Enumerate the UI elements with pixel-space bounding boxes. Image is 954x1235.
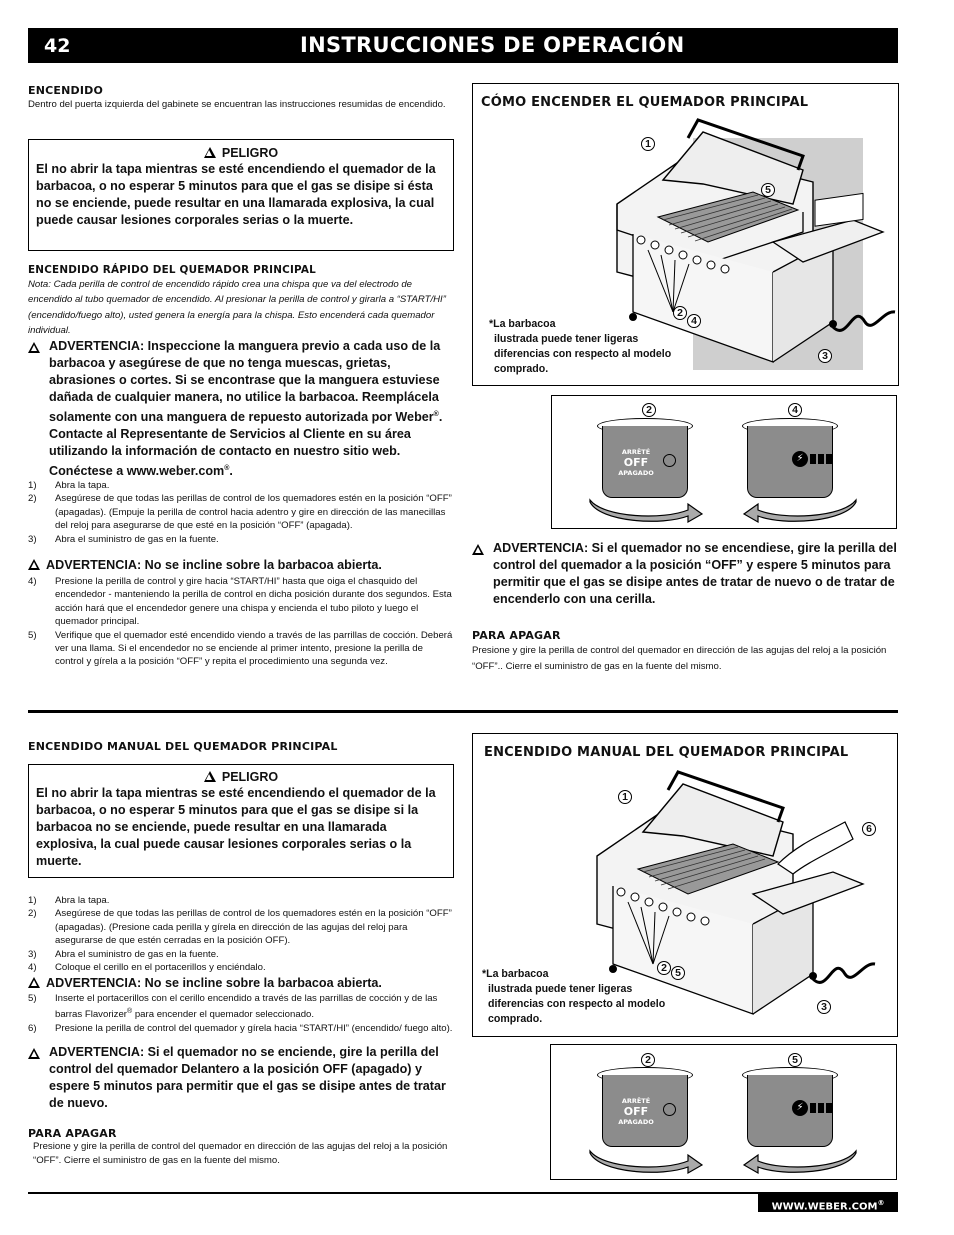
warning-no-ignite: ADVERTENCIA: Si el quemador no se encendiese, gire la perilla del control del quemador a la posición “OFF” y espere 5 minutos para permitir que el gas se disipe antes de tratar de nuevo o de tratar de encenderlo con una cerilla. [472, 540, 898, 608]
clockwise-arrow-icon [584, 488, 704, 524]
danger-text-1: El no abrir la tapa mientras se esté encendiendo el quemador de la barbacoa, o no esperar 5 minutos para que el gas se disipe si ésta no se enciende, puede resultar en una llamarada explosiva, la cual puede causar lesiones corporales serias o la muerte. [36, 162, 436, 227]
encendido-intro: Dentro del puerta izquierda del gabinete se encuentran las instrucciones resumidas de encendido. [28, 99, 446, 110]
callout-2: 2 [673, 303, 687, 321]
list-item: 6) Presione la perilla de control del quemador y gírela hacia “START/HI” (encendido/ fuego alto). [28, 1023, 453, 1034]
list-item: 4) Presione la perilla de control y gire hacia “START/HI” hasta que oiga el chasquido del encendedor - manteniendo la perilla de control en dicha posición durante dos segundos. Esta acción hará que el encendedor genere una chispa y encienda el tubo piloto y luego el quemador principal. [28, 576, 452, 628]
figure-1-caption: *La barbacoa ilustrada puede tener ligeras diferencias con respecto al modelo comprado. [489, 318, 672, 375]
callout-2b: 2 [657, 958, 671, 976]
list-item: 4) Coloque el cerillo en el portacerillos y enciéndalo. [28, 962, 266, 974]
warning-triangle-icon [204, 147, 216, 158]
figure-2-caption: *La barbacoa ilustrada puede tener ligeras diferencias con respecto al modelo comprado. [482, 968, 666, 1025]
danger-box-1 [28, 139, 454, 251]
callout-6: 6 [862, 819, 876, 837]
list-item: 1) Abra la tapa. [28, 480, 110, 491]
page-number: 42 [44, 35, 71, 57]
list-item: 5) Verifique que el quemador esté encendido viendo a través de las parrillas de cocción. Deberá ver una llama. Si el encendedor no se enciende al primer intento, presione la perilla de control y gírela a la posición “OFF” y repita el procedimiento una segunda vez. [28, 629, 453, 668]
figure-knobs-2 [550, 1044, 897, 1180]
figure-manual-lighting [472, 733, 898, 1037]
list-item: 5) Inserte el portacerillos con el cerillo encendido a través de las parrillas de cocción y de las barras Flavorizer® para encender el quemador seleccionado. [28, 993, 438, 1021]
rapido-heading: ENCENDIDO RÁPIDO DEL QUEMADOR PRINCIPAL [28, 264, 316, 276]
callout-1: 1 [641, 134, 655, 152]
apagar-text-1: Presione y gire la perilla de control del quemador en dirección de las agujas del reloj a la posición “OFF”.. Cierre el suministro de gas en la fuente del mismo. [472, 645, 887, 672]
knob-off-2: ARRÊTÉ OFF APAGADO [597, 1067, 693, 1153]
apagar-heading-2: PARA APAGAR [28, 1127, 117, 1140]
counterclockwise-arrow-icon [742, 1139, 862, 1175]
steps-list-b [28, 575, 454, 669]
callout-5b: 5 [671, 963, 685, 981]
knob-1-callout: 2 [642, 400, 656, 418]
knob-off: ARRÊTÉ OFF APAGADO [597, 418, 693, 504]
figure-lighting-main [472, 83, 899, 386]
steps-list-a [28, 479, 454, 546]
list-item: 2) Asegúrese de que todas las perillas de control de los quemadores estén en la posición “OFF” (apagadas). (Empuje la perilla de control hacia adentro y gire en dirección de las manecillas del reloj para asegurarse de que esté en la posición “OFF” (apagada). [28, 493, 452, 532]
knob-4-callout: 5 [788, 1050, 802, 1068]
manual-heading: ENCENDIDO MANUAL DEL QUEMADOR PRINCIPAL [28, 740, 338, 753]
knob-start: ⚡ [742, 418, 838, 504]
figure-1-title: CÓMO ENCENDER EL QUEMADOR PRINCIPAL [481, 95, 809, 110]
list-item: 2) Asegúrese de que todas las perillas de control de los quemadores estén en la posición “OFF” (apagadas). (Presione cada perilla y gírela en dirección de las agujas del reloj para asegurarse de que estén cerradas en la posición OFF). [28, 908, 452, 947]
knob-3-callout: 2 [641, 1050, 655, 1068]
section-divider [28, 710, 898, 713]
danger-text-2: El no abrir la tapa mientras se esté encendiendo el quemador de la barbacoa, o no esperar 5 minutos para que el gas se disipe si la barbacoa no se enciende, puede resultar en una llamarada explosiva, la cual puede causar lesiones corporales serias o la muerte. [36, 786, 436, 868]
rapido-note: Nota: Cada perilla de control de encendido rápido crea una chispa que va del electrodo de encendido al tubo quemador de encendido. Al presionar la perilla de control y girarla a “START/HI” (encendido/fuego alto), usted genera la energía para la chispa. Esto encenderá cada quemador individual. [28, 279, 446, 336]
danger-box-2 [28, 764, 454, 878]
knob-2-callout: 4 [788, 400, 802, 418]
page-header [28, 28, 898, 63]
warning-triangle-icon [472, 544, 484, 555]
figure-knobs-1 [551, 395, 897, 529]
danger-title-1: PELIGRO [36, 145, 446, 161]
page-title: INSTRUCCIONES DE OPERACIÓN [300, 33, 685, 57]
callout-5: 5 [761, 180, 775, 198]
warning-lean-2: ADVERTENCIA: No se incline sobre la barbacoa abierta. [28, 975, 452, 992]
warning-triangle-icon [28, 1048, 40, 1059]
warning-triangle-icon [28, 342, 40, 353]
warning-triangle-icon [28, 977, 40, 988]
clockwise-arrow-icon [584, 1139, 704, 1175]
callout-3: 3 [818, 346, 832, 364]
encendido-heading: ENCENDIDO [28, 84, 104, 97]
callout-1b: 1 [618, 787, 632, 805]
knob-start-2: ⚡ [742, 1067, 838, 1153]
warning-hose: ADVERTENCIA: Inspeccione la manguera previo a cada uso de la barbacoa y asegúrese de que no tenga muescas, grietas, abrasiones o cortes. Si se encontrase que la manguera estuviese dañada de cualquier manera, no utilice la barbacoa. Reemplácela solamente con una manguera de repuesto autorizada por Weber®. Contacte al Representante de Servicios al Cliente en su área utilizando la información de contacto en nuestro sitio web. Conéctese a www.weber.com®. [28, 338, 452, 480]
list-item: 1) Abra la tapa. [28, 895, 110, 906]
warning-triangle-icon [204, 771, 216, 782]
counterclockwise-arrow-icon [742, 488, 862, 524]
apagar-text-2: Presione y gire la perilla de control del quemador en dirección de las agujas del reloj a la posición “OFF”. Cierre el suministro de gas en la fuente del mismo. [33, 1141, 448, 1166]
callout-3b: 3 [817, 997, 831, 1015]
footer-url[interactable]: WWW.WEBER.COM® [758, 1194, 898, 1212]
manual-steps-list-a [28, 894, 454, 974]
manual-steps-list-b [28, 992, 454, 1035]
list-item: 3) Abra el suministro de gas en la fuente. [28, 533, 219, 545]
callout-4: 4 [687, 311, 701, 329]
apagar-heading-1: PARA APAGAR [472, 629, 561, 642]
warning-front-burner: ADVERTENCIA: Si el quemador no se enciende, gire la perilla del control del quemador Delantero a la posición OFF (apagado) y espere 5 minutos para permitir que el gas se disipe antes de tratar de nuevo. [28, 1044, 452, 1112]
danger-title-2: PELIGRO [36, 769, 446, 785]
figure-2-title: ENCENDIDO MANUAL DEL QUEMADOR PRINCIPAL [484, 745, 849, 760]
warning-triangle-icon [28, 559, 40, 570]
warning-lean-1: ADVERTENCIA: No se incline sobre la barbacoa abierta. [28, 557, 452, 574]
list-item: 3) Abra el suministro de gas en la fuente. [28, 948, 219, 960]
